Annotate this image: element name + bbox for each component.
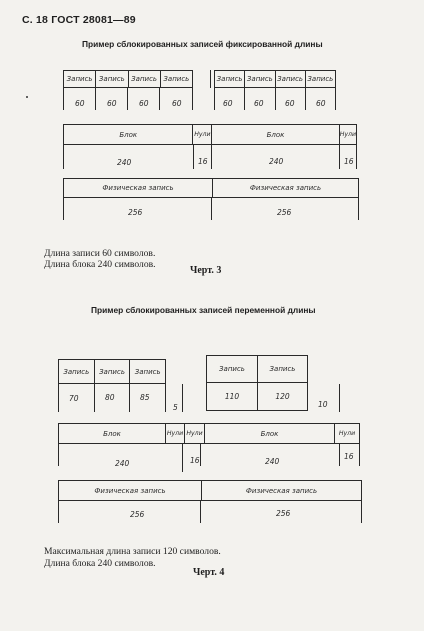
fig3-nulls: Нули bbox=[339, 131, 356, 138]
fig3-record: Запись bbox=[245, 71, 275, 87]
fig3-dim-line bbox=[159, 88, 160, 110]
fig3-dim-line bbox=[211, 198, 212, 220]
fig4-dim-line bbox=[58, 501, 59, 523]
fig3-record-len: 60 bbox=[139, 99, 149, 108]
fig3-record-len: 60 bbox=[254, 99, 264, 108]
fig3-dim-line bbox=[63, 88, 64, 110]
fig3-record: Запись bbox=[163, 75, 190, 83]
fig4-record: Запись bbox=[207, 356, 258, 382]
fig4-note-record: Максимальная длина записи 120 символов. bbox=[44, 546, 221, 557]
fig4-physical-record: Физическая запись bbox=[245, 486, 318, 495]
fig4-title: Пример сблокированных записей переменной длины bbox=[91, 305, 316, 315]
fig4-dim-line bbox=[200, 501, 201, 523]
fig3-physical-record: Физическая запись bbox=[64, 179, 213, 197]
fig3-note-record: Длина записи 60 символов. bbox=[44, 248, 156, 259]
fig4-dim-line bbox=[359, 444, 360, 466]
fig4-record-len: 70 bbox=[69, 394, 79, 403]
fig4-physical-row bbox=[58, 480, 362, 501]
fig3-dim-line bbox=[335, 88, 336, 110]
fig4-records-group-b bbox=[206, 355, 308, 383]
fig3-records-group-a bbox=[63, 70, 193, 88]
fig3-dim-line bbox=[95, 88, 96, 110]
fig3-record-len: 60 bbox=[172, 99, 182, 108]
fig3-physical-record: Физическая запись bbox=[249, 184, 322, 192]
fig3-record-len: 60 bbox=[75, 99, 85, 108]
fig4-gap-len: 5 bbox=[173, 403, 178, 412]
fig3-nulls-len: 16 bbox=[344, 157, 354, 166]
fig4-record: Запись bbox=[269, 365, 296, 373]
fig4-dim-line bbox=[94, 384, 95, 412]
fig3-dim-line bbox=[305, 88, 306, 110]
fig4-dim-line bbox=[182, 444, 183, 472]
fig4-block: Блок bbox=[205, 424, 335, 443]
fig4-record: Запись bbox=[95, 360, 131, 383]
fig3-block: Блок bbox=[212, 125, 339, 144]
fig3-block-row bbox=[63, 124, 357, 145]
fig4-physical-len: 256 bbox=[276, 509, 291, 518]
fig3-dim-line bbox=[127, 88, 128, 110]
fig4-nulls: Нули bbox=[338, 430, 356, 437]
fig4-dim-line bbox=[165, 384, 166, 412]
fig4-record-len: 80 bbox=[105, 393, 115, 402]
fig3-record: Запись bbox=[307, 75, 334, 83]
fig3-record: Запись bbox=[215, 71, 245, 87]
fig4-record: Запись bbox=[59, 360, 95, 383]
fig3-title: Пример сблокированных записей фиксированной длины bbox=[82, 39, 323, 49]
fig3-record-len: 60 bbox=[316, 99, 326, 108]
fig3-physical-row bbox=[63, 178, 359, 198]
fig3-records-group-b bbox=[214, 70, 336, 88]
fig4-block-len: 240 bbox=[265, 457, 280, 466]
fig3-block: Блок bbox=[64, 125, 193, 144]
fig3-record: Запись bbox=[276, 71, 306, 87]
fig3-dim-line bbox=[193, 145, 194, 169]
fig4-nulls: Нули bbox=[185, 424, 205, 443]
fig4-dim-line bbox=[339, 384, 340, 412]
fig4-dim-line bbox=[182, 384, 183, 412]
fig4-nulls: Нули bbox=[166, 424, 185, 443]
page-header: С. 18 ГОСТ 28081—89 bbox=[22, 14, 136, 26]
fig3-block-len: 240 bbox=[117, 158, 132, 167]
fig4-block: Блок bbox=[59, 424, 166, 443]
fig3-record: Запись bbox=[129, 71, 161, 87]
fig4-dim-line bbox=[58, 384, 59, 412]
fig4-dim-line bbox=[129, 384, 130, 412]
fig3-record-len: 60 bbox=[107, 99, 117, 108]
fig3-dim-line bbox=[275, 88, 276, 110]
fig3-nulls: Нули bbox=[193, 125, 212, 144]
fig4-nulls-len: 16 bbox=[190, 456, 200, 465]
fig4-records-group-a bbox=[58, 359, 166, 384]
fig3-record: Запись bbox=[64, 71, 96, 87]
fig4-caption: Черт. 4 bbox=[193, 567, 225, 578]
fig4-gap-len: 10 bbox=[318, 400, 328, 409]
fig4-record-len: 85 bbox=[140, 393, 150, 402]
fig3-note-block: Длина блока 240 символов. bbox=[44, 259, 156, 270]
fig4-physical-record: Физическая запись bbox=[59, 481, 202, 500]
fig4-dim-line bbox=[361, 501, 362, 523]
fig4-block-row bbox=[58, 423, 360, 444]
fig3-record-len: 60 bbox=[285, 99, 295, 108]
speck-mark bbox=[26, 96, 28, 98]
fig3-separator bbox=[210, 70, 211, 88]
fig3-dim-line bbox=[63, 145, 64, 169]
fig3-caption: Черт. 3 bbox=[190, 265, 222, 276]
fig4-dim-line bbox=[339, 444, 340, 466]
fig3-dim-line bbox=[214, 88, 215, 110]
fig4-note-block: Длина блока 240 символов. bbox=[44, 558, 156, 569]
fig4-dim-line bbox=[58, 444, 59, 466]
fig3-physical-len: 256 bbox=[128, 208, 143, 217]
fig4-record-len: 120 bbox=[275, 392, 290, 401]
fig4-record: Запись bbox=[134, 367, 161, 376]
fig4-record-len: 110 bbox=[207, 383, 258, 410]
fig3-physical-len: 256 bbox=[277, 208, 292, 217]
fig3-dim-line bbox=[211, 145, 212, 169]
fig3-record-len: 60 bbox=[223, 99, 233, 108]
fig3-nulls-len: 16 bbox=[198, 157, 208, 166]
fig3-record: Запись bbox=[96, 71, 128, 87]
fig4-dim-line bbox=[200, 444, 201, 466]
fig4-physical-len: 256 bbox=[130, 510, 145, 519]
fig4-records-group-b-len bbox=[206, 383, 308, 411]
fig3-dim-line bbox=[339, 145, 340, 169]
fig4-block-len: 240 bbox=[115, 459, 130, 468]
fig3-block-len: 240 bbox=[269, 157, 284, 166]
fig3-dim-line bbox=[358, 198, 359, 220]
fig3-dim-line bbox=[63, 198, 64, 220]
fig4-nulls-len: 16 bbox=[344, 452, 354, 461]
fig3-dim-line bbox=[244, 88, 245, 110]
fig3-dim-line bbox=[192, 88, 193, 110]
fig3-dim-line bbox=[356, 145, 357, 169]
